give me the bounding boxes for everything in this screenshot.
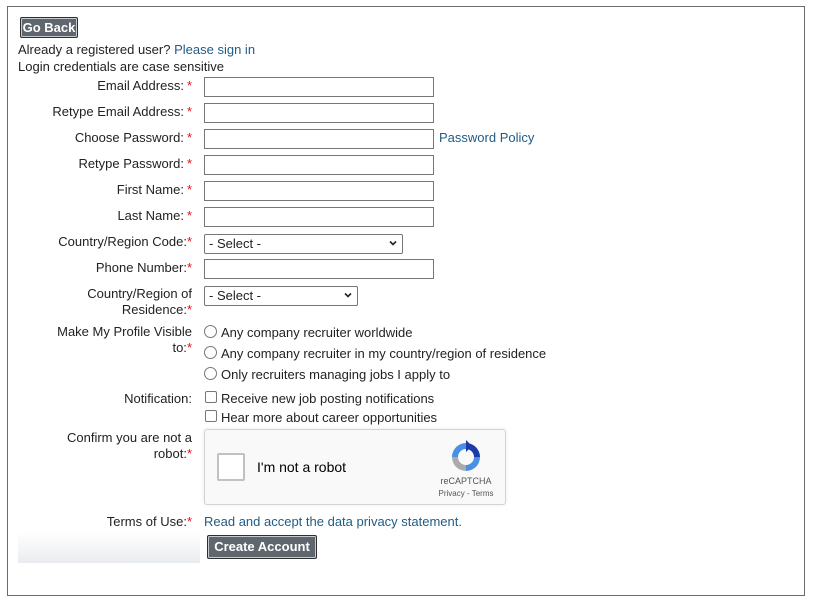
retype-email-label: Retype Email Address: * xyxy=(52,104,192,119)
notification-checkbox-job-postings[interactable] xyxy=(205,391,217,403)
recaptcha-text: I'm not a robot xyxy=(257,459,347,475)
recaptcha-widget xyxy=(204,429,506,505)
required-mark: * xyxy=(186,446,192,461)
required-mark: * xyxy=(186,130,192,145)
visibility-option-country: Any company recruiter in my country/region of residence xyxy=(221,346,547,361)
recaptcha-brand: reCAPTCHA xyxy=(440,476,492,486)
retype-email-input[interactable] xyxy=(204,103,434,123)
robot-label: Confirm you are not a robot:* xyxy=(66,430,192,461)
visibility-radio-jobs-applied[interactable] xyxy=(204,367,217,380)
notification-option-career: Hear more about career opportunities xyxy=(221,410,438,425)
required-mark: * xyxy=(186,182,192,197)
retype-password-label: Retype Password: * xyxy=(78,156,192,171)
required-mark: * xyxy=(186,104,192,119)
required-mark: * xyxy=(186,514,192,529)
required-mark: * xyxy=(186,340,192,355)
visibility-label: Make My Profile Visible to:* xyxy=(57,324,192,355)
password-label: Choose Password: * xyxy=(74,130,192,145)
required-mark: * xyxy=(186,208,192,223)
already-registered-text: Already a registered user? xyxy=(18,42,171,57)
sign-in-link[interactable]: Please sign in xyxy=(174,42,256,57)
email-label: Email Address: * xyxy=(97,78,192,93)
residence-label: Country/Region of Residence:* xyxy=(87,286,192,317)
required-mark: * xyxy=(186,78,192,93)
already-registered-line xyxy=(18,42,255,57)
first-name-label: First Name: * xyxy=(116,182,192,197)
visibility-option-jobs-applied: Only recruiters managing jobs I apply to xyxy=(221,367,451,382)
required-mark: * xyxy=(186,234,192,249)
visibility-radio-country[interactable] xyxy=(204,346,217,359)
notification-checkbox-career[interactable] xyxy=(205,410,217,422)
required-mark: * xyxy=(186,260,192,275)
terms-label: Terms of Use:* xyxy=(106,514,192,529)
case-sensitive-note: Login credentials are case sensitive xyxy=(18,59,224,74)
recaptcha-privacy-terms[interactable]: Privacy - Terms xyxy=(438,489,494,498)
email-input[interactable] xyxy=(204,77,434,97)
country-code-selected: - Select - xyxy=(209,236,262,251)
first-name-input[interactable] xyxy=(204,181,434,201)
recaptcha-checkbox[interactable] xyxy=(217,453,245,481)
password-policy-link[interactable]: Password Policy xyxy=(439,130,535,145)
create-account-button[interactable]: Create Account xyxy=(207,535,317,559)
required-mark: * xyxy=(186,302,192,317)
password-input[interactable] xyxy=(204,129,434,149)
notification-label: Notification: xyxy=(124,391,192,406)
phone-input[interactable] xyxy=(204,259,434,279)
retype-password-input[interactable] xyxy=(204,155,434,175)
go-back-button[interactable]: Go Back xyxy=(20,17,78,38)
required-mark: * xyxy=(186,156,192,171)
visibility-radio-worldwide[interactable] xyxy=(204,325,217,338)
footer-shade xyxy=(18,532,200,563)
chevron-down-icon xyxy=(389,239,397,247)
country-code-select[interactable] xyxy=(204,234,403,254)
chevron-down-icon xyxy=(344,291,352,299)
last-name-input[interactable] xyxy=(204,207,434,227)
notification-option-job-postings: Receive new job posting notifications xyxy=(221,391,435,406)
country-code-label: Country/Region Code:* xyxy=(58,234,192,249)
last-name-label: Last Name: * xyxy=(117,208,192,223)
residence-select[interactable] xyxy=(204,286,358,306)
recaptcha-icon xyxy=(449,440,483,474)
privacy-statement-link[interactable]: Read and accept the data privacy statement. xyxy=(204,514,462,529)
residence-selected: - Select - xyxy=(209,288,262,303)
visibility-option-worldwide: Any company recruiter worldwide xyxy=(221,325,413,340)
phone-label: Phone Number:* xyxy=(95,260,192,275)
